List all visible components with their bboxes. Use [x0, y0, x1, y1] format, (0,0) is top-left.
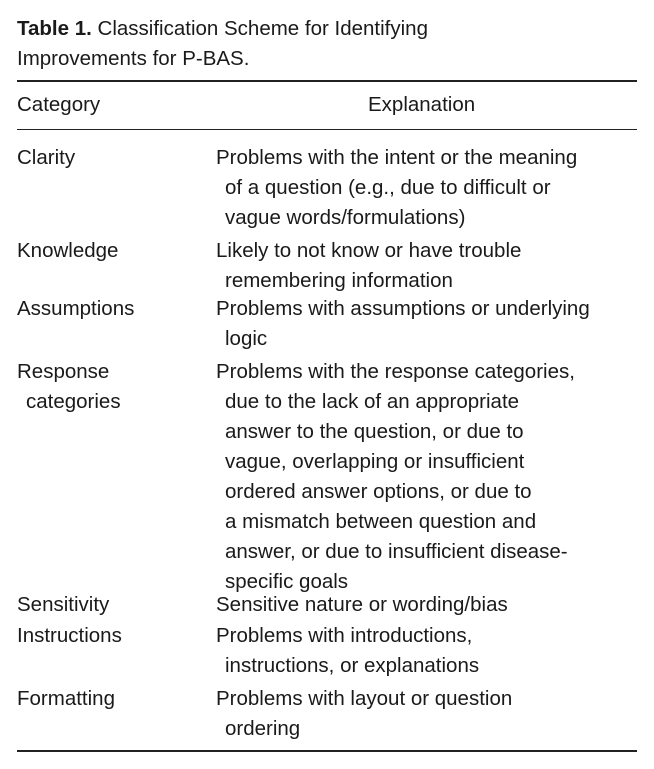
- table-title: [17, 14, 637, 74]
- explanation-line: Problems with assumptions or underlying: [216, 297, 590, 320]
- explanation-cell: [216, 590, 508, 620]
- explanation-cell: [216, 294, 590, 354]
- category-cell: [17, 143, 75, 173]
- category-line: Assumptions: [17, 297, 135, 320]
- explanation-line: Problems with the response categories,: [216, 360, 575, 383]
- explanation-line: of a question (e.g., due to difficult or: [225, 176, 551, 199]
- category-line: categories: [26, 390, 121, 413]
- title-line: Classification Scheme for Identifying: [97, 17, 428, 40]
- explanation-cell: [216, 684, 512, 744]
- explanation-line: answer to the question, or due to: [225, 420, 524, 443]
- top-rule: [17, 80, 637, 82]
- explanation-line: Problems with the intent or the meaning: [216, 146, 578, 169]
- explanation-cell: [216, 143, 577, 233]
- header-rule: [17, 129, 637, 130]
- explanation-cell: [216, 621, 479, 681]
- explanation-line: a mismatch between question and: [225, 510, 537, 533]
- explanation-line: ordering: [225, 717, 301, 740]
- category-line: Clarity: [17, 146, 76, 169]
- explanation-line: ordered answer options, or due to: [225, 480, 532, 503]
- explanation-line: Sensitive nature or wording/bias: [216, 593, 508, 616]
- header-explanation: Explanation: [368, 93, 476, 116]
- explanation-line: remembering information: [225, 269, 453, 292]
- category-line: Instructions: [17, 624, 122, 647]
- header-category: Category: [17, 93, 101, 116]
- category-line: Formatting: [17, 687, 115, 710]
- category-line: Knowledge: [17, 239, 119, 262]
- explanation-line: due to the lack of an appropriate: [225, 390, 520, 413]
- explanation-line: answer, or due to insufficient disease-: [225, 540, 568, 563]
- table-label: Table 1.: [17, 17, 92, 40]
- category-cell: [17, 590, 109, 620]
- category-line: Sensitivity: [17, 593, 110, 616]
- category-cell: [17, 684, 115, 714]
- explanation-cell: [216, 236, 521, 296]
- category-cell: [17, 236, 118, 266]
- category-cell: [17, 357, 121, 417]
- explanation-line: Problems with introductions,: [216, 624, 473, 647]
- bottom-rule: [17, 750, 637, 752]
- explanation-cell: [216, 357, 575, 597]
- explanation-line: Problems with layout or question: [216, 687, 513, 710]
- explanation-line: specific goals: [225, 570, 349, 593]
- explanation-line: Likely to not know or have trouble: [216, 239, 522, 262]
- explanation-line: logic: [225, 327, 268, 350]
- title-line: Improvements for P-BAS.: [17, 47, 250, 70]
- explanation-line: instructions, or explanations: [225, 654, 480, 677]
- category-cell: [17, 621, 122, 651]
- category-cell: [17, 294, 134, 324]
- category-line: Response: [17, 360, 110, 383]
- explanation-line: vague, overlapping or insufficient: [225, 450, 525, 473]
- explanation-line: vague words/formulations): [225, 206, 466, 229]
